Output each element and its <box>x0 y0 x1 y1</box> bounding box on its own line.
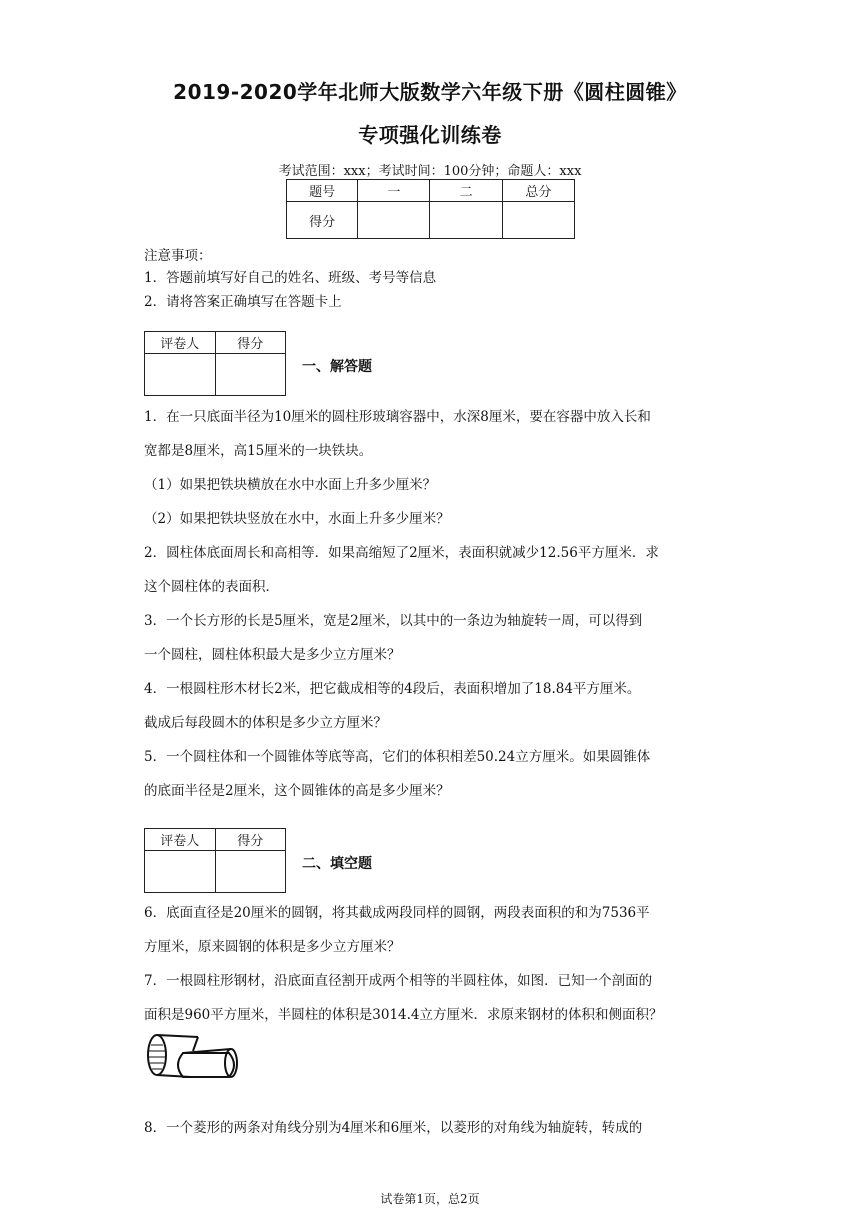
grader-cell <box>145 851 216 893</box>
page-subtitle: 专项强化训练卷 <box>358 123 502 147</box>
question-line: 8．一个菱形的两条对角线分别为4厘米和6厘米，以菱形的对角线为轴旋转，转成的 <box>144 1120 643 1136</box>
question-line: 4．一根圆柱形木材长2米，把它截成相等的4段后，表面积增加了18.84平方厘米。 <box>144 681 641 697</box>
score-table <box>286 179 575 239</box>
grader-header: 评卷人 <box>145 332 216 354</box>
section1-questions <box>144 400 724 808</box>
question-line: 面积是960平方厘米，半圆柱的体积是3014.4立方厘米．求原来钢材的体积和侧面积？ <box>144 1007 663 1023</box>
grader-table <box>144 828 286 893</box>
section2-title: 二、填空题 <box>302 856 372 872</box>
question-line: 截成后每段圆木的体积是多少立方厘米？ <box>144 715 387 731</box>
grader-header: 评卷人 <box>145 829 216 851</box>
score-header-cell: 题号 <box>287 180 358 202</box>
note-item: 2．请将答案正确填写在答题卡上 <box>144 294 342 310</box>
question-line: （2）如果把铁块竖放在水中，水面上升多少厘米？ <box>144 511 450 527</box>
score-header-cell: 二 <box>430 180 502 202</box>
question-line: 1．在一只底面半径为10厘米的圆柱形玻璃容器中，水深8厘米，要在容器中放入长和 <box>144 409 651 425</box>
grader-cell <box>215 851 286 893</box>
section1-title: 一、解答题 <box>302 359 372 375</box>
question-line: 7．一根圆柱形钢材，沿底面直径割开成两个相等的半圆柱体，如图．已知一个剖面的 <box>144 973 653 989</box>
question-line: 的底面半径是2厘米，这个圆锥体的高是多少厘米？ <box>144 783 450 799</box>
grader-cell <box>145 354 216 396</box>
question-line: 2．圆柱体底面周长和高相等．如果高缩短了2厘米，表面积就减少12.56平方厘米．求 <box>144 545 659 561</box>
question-line: 6．底面直径是20厘米的圆钢，将其截成两段同样的圆钢，两段表面积的和为7536平 <box>144 905 650 921</box>
note-item: 1．答题前填写好自己的姓名、班级、考号等信息 <box>144 270 437 286</box>
exam-info: 考试范围：xxx；考试时间：100分钟；命题人：xxx <box>278 164 582 179</box>
grader-cell <box>215 354 286 396</box>
question-line: 3．一个长方形的长是5厘米，宽是2厘米，以其中的一条边为轴旋转一周，可以得到 <box>144 613 643 629</box>
score-cell <box>430 202 502 239</box>
page-footer: 试卷第1页，总2页 <box>380 1192 480 1206</box>
notes-heading: 注意事项： <box>144 248 212 264</box>
section2-questions <box>144 896 724 1032</box>
question-line: 这个圆柱体的表面积． <box>144 579 279 595</box>
question-line: 5．一个圆柱体和一个圆锥体等底等高，它们的体积相差50.24立方厘米。如果圆锥体 <box>144 749 651 765</box>
score-cell <box>502 202 574 239</box>
page-title: 2019-2020学年北师大版数学六年级下册《圆柱圆锥》 <box>173 80 687 104</box>
half-cylinder-figure <box>143 1031 243 1083</box>
question-line: 一个圆柱，圆柱体积最大是多少立方厘米？ <box>144 647 401 663</box>
grader-header: 得分 <box>215 829 286 851</box>
score-header-cell: 总分 <box>502 180 574 202</box>
score-header-cell: 一 <box>358 180 430 202</box>
grader-header: 得分 <box>215 332 286 354</box>
question-line: 宽都是8厘米，高15厘米的一块铁块。 <box>144 443 373 459</box>
question-line: （1）如果把铁块横放在水中水面上升多少厘米？ <box>144 477 437 493</box>
question-line: 方厘米，原来圆钢的体积是多少立方厘米？ <box>144 939 401 955</box>
score-row-label: 得分 <box>287 202 358 239</box>
score-cell <box>358 202 430 239</box>
grader-table <box>144 331 286 396</box>
